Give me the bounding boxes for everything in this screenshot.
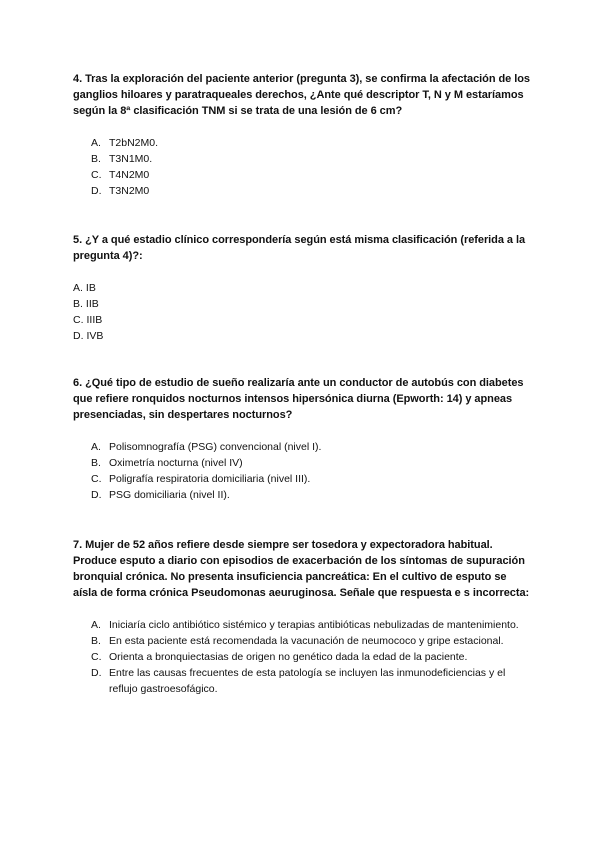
option: D. IVB	[73, 330, 104, 342]
option: B. T3N1M0.	[91, 153, 153, 165]
question-7	[73, 537, 533, 697]
option: B. IIB	[73, 298, 99, 310]
question-6-options	[73, 439, 533, 503]
question-6	[73, 375, 533, 503]
question-5-title: 5. ¿Y a qué estadio clínico correspondería según está misma clasificación (referida a la pregunta 4)?:	[73, 234, 526, 262]
option: A. Iniciaría ciclo antibiótico sistémico y terapias antibióticas nebulizadas de mantenimiento.	[91, 619, 519, 631]
option: C. T4N2M0	[91, 169, 150, 181]
question-7-title: 7. Mujer de 52 años refiere desde siempre ser tosedora y expectoradora habitual. Produce esputo a diario con episodios de exacerbación de los síntomas de supuración bronquial crónica. No presenta insuficiencia pancreática: En el cultivo de esputo se aísla de forma crónica Pseudomonas aeuruginosa. Señale que respuesta e s incorrecta:	[73, 539, 530, 599]
question-5-options	[73, 280, 533, 344]
option: B. En esta paciente está recomendada la vacunación de neumococo y gripe estacional.	[91, 635, 504, 647]
question-4-title: 4. Tras la exploración del paciente anterior (pregunta 3), se confirma la afectación de los ganglios hiloares y paratraqueales derechos, ¿Ante qué descriptor T, N y M estaríamos según la 8ª clasificación TNM si se trata de una lesión de 6 cm?	[73, 73, 530, 117]
option: B. Oximetría nocturna (nivel IV)	[91, 457, 243, 469]
option: A. IB	[73, 282, 96, 294]
option: C. Poligrafía respiratoria domiciliaria (nivel III).	[91, 473, 311, 485]
option: C. Orienta a bronquiectasias de origen no genético dada la edad de la paciente.	[91, 651, 468, 663]
question-4-options	[73, 135, 533, 199]
option: D. T3N2M0	[91, 185, 150, 197]
question-6-title: 6. ¿Qué tipo de estudio de sueño realizaría ante un conductor de autobús con diabetes que refiere ronquidos nocturnos intensos hipersónica diurna (Epworth: 14) y apneas presenciadas, sin despertares nocturnos?	[73, 377, 524, 421]
option: D. PSG domiciliaria (nivel II).	[91, 489, 230, 501]
option: A. T2bN2M0.	[91, 137, 159, 149]
option: A. Polisomnografía (PSG) convencional (nivel I).	[91, 441, 322, 453]
question-7-options	[73, 617, 533, 697]
option: D. Entre las causas frecuentes de esta patología se incluyen las inmunodeficiencias y el reflujo gastroesofágico.	[91, 667, 506, 695]
option: C. IIIB	[73, 314, 103, 326]
question-4	[73, 71, 533, 199]
question-5	[73, 232, 533, 344]
